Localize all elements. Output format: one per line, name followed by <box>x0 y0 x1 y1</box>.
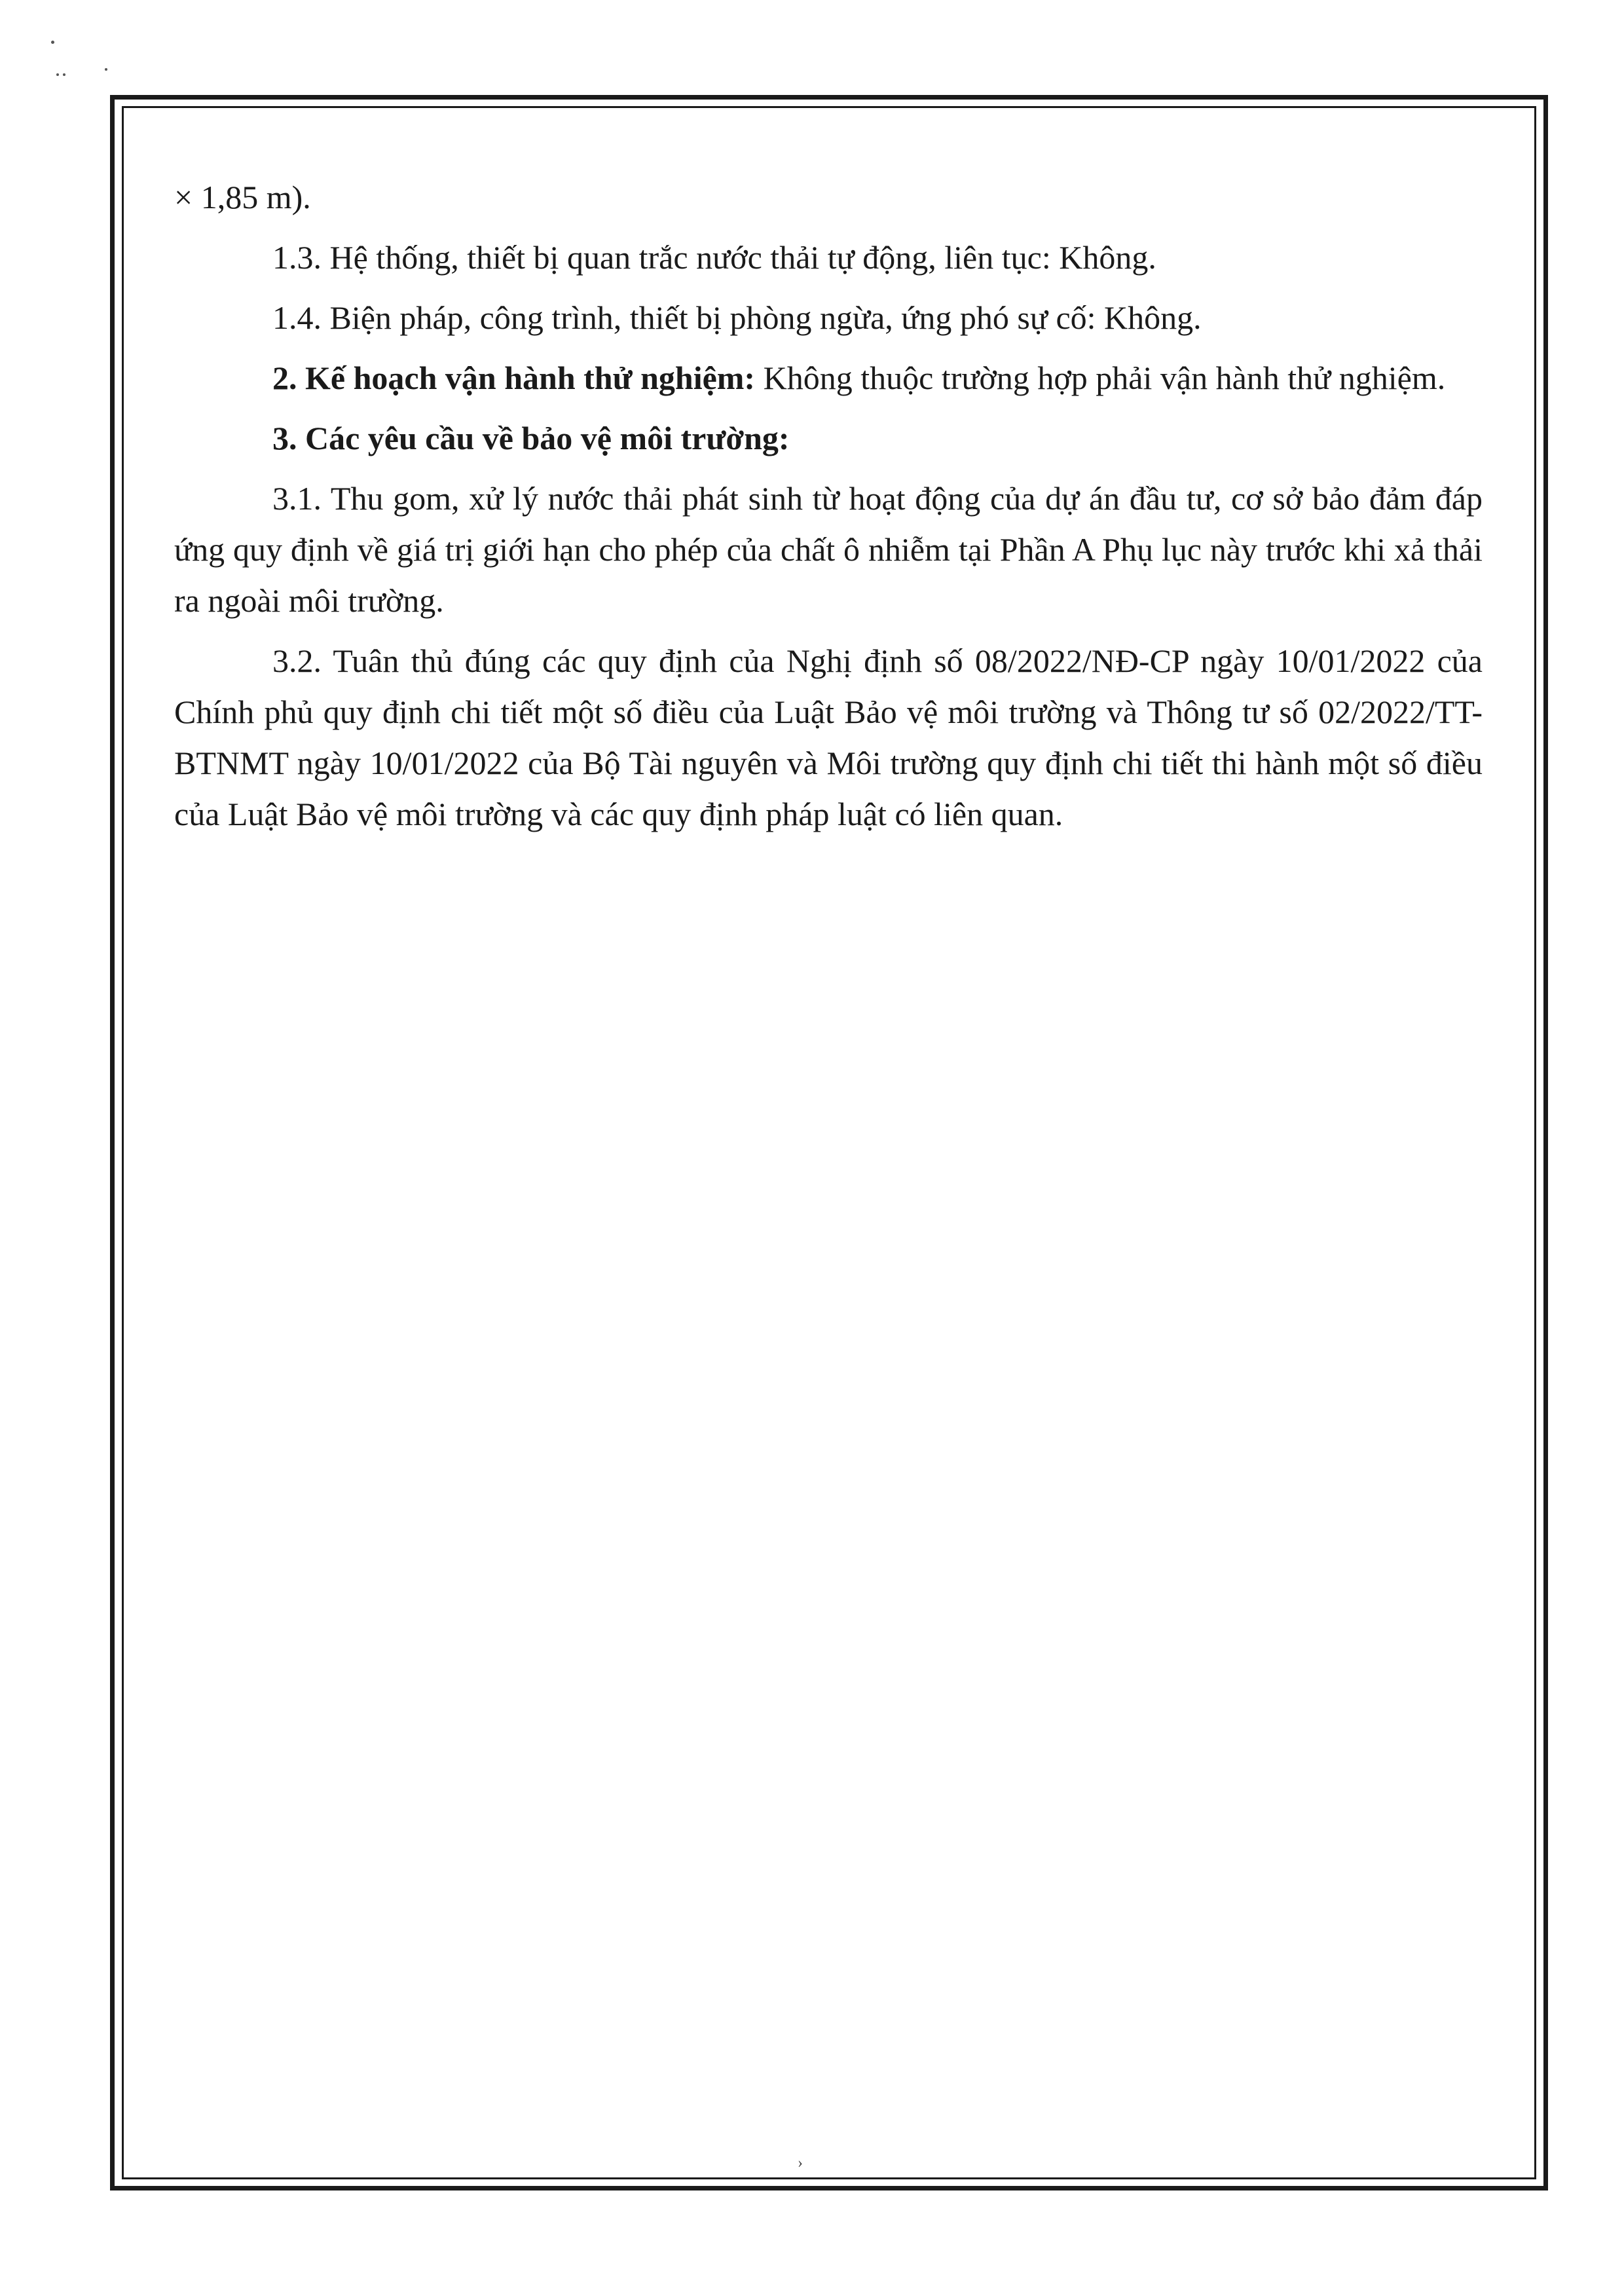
paragraph-continued <box>174 172 1483 223</box>
paragraph-1-4 <box>174 292 1483 343</box>
paragraph-2 <box>174 352 1483 403</box>
scan-speck <box>63 73 65 76</box>
scan-speck <box>56 73 59 76</box>
scan-speck <box>51 41 54 44</box>
paragraph-text: 1.3. Hệ thống, thiết bị quan trắc nước thải tự động, liên tục: Không. <box>272 239 1156 276</box>
scan-speck: › <box>798 2154 803 2172</box>
paragraph-3 <box>174 413 1483 464</box>
scan-speck <box>105 68 107 71</box>
section-heading-3: 3. Các yêu cầu về bảo vệ môi trường: <box>272 420 790 456</box>
paragraph-3-2 <box>174 635 1483 840</box>
paragraph-3-1 <box>174 473 1483 626</box>
paragraph-1-3 <box>174 232 1483 283</box>
paragraph-text: 3.2. Tuân thủ đúng các quy định của Nghị định số 08/2022/NĐ-CP ngày 10/01/2022 của Chính phủ quy định chi tiết một số điều của Luật Bảo vệ môi trường và Thông tư số 02/2022/TT-BTNMT ngày 10/01/2022 của Bộ Tài nguyên và Môi trường quy định chi tiết thi hành một số điều của Luật Bảo vệ môi trường và các quy định pháp luật có liên quan. <box>174 642 1483 832</box>
document-body <box>174 172 1483 849</box>
paragraph-text: Không thuộc trường hợp phải vận hành thử nghiệm. <box>755 360 1446 396</box>
paragraph-text: × 1,85 m). <box>174 179 311 215</box>
paragraph-text: 1.4. Biện pháp, công trình, thiết bị phòng ngừa, ứng phó sự cố: Không. <box>272 299 1202 336</box>
section-heading-2: 2. Kế hoạch vận hành thử nghiệm: <box>272 360 756 396</box>
paragraph-text: 3.1. Thu gom, xử lý nước thải phát sinh từ hoạt động của dự án đầu tư, cơ sở bảo đảm đáp ứng quy định về giá trị giới hạn cho phép của chất ô nhiễm tại Phần A Phụ lục này trước khi xả thải ra ngoài môi trường. <box>174 480 1483 619</box>
